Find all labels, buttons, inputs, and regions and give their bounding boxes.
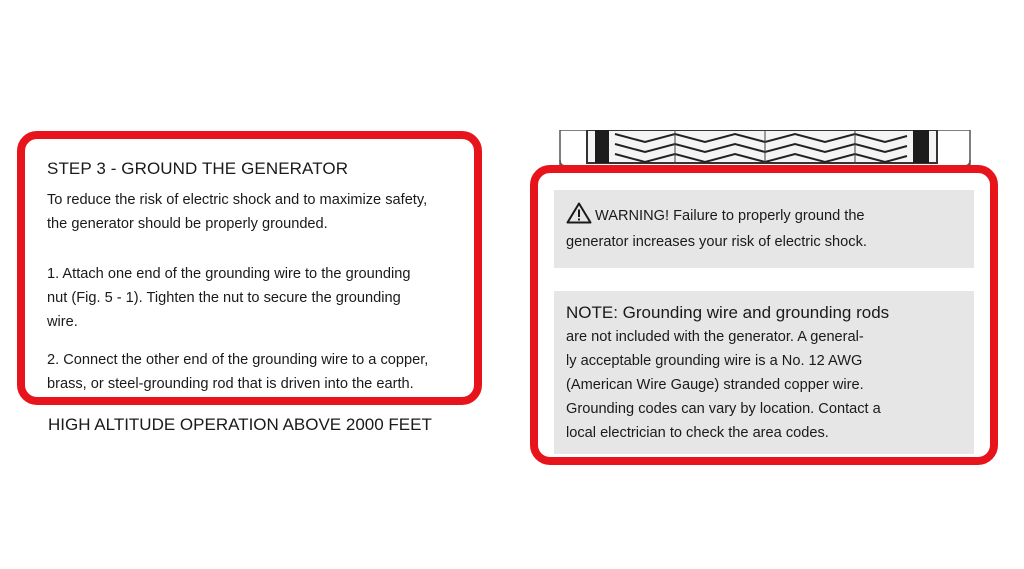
step-title: STEP 3 - GROUND THE GENERATOR bbox=[47, 159, 349, 178]
warning-note-box bbox=[530, 165, 998, 465]
warning-panel bbox=[554, 190, 974, 268]
step1-line-1: 1. Attach one end of the grounding wire to the grounding bbox=[47, 266, 411, 282]
warning-text-1: WARNING! Failure to properly ground the bbox=[595, 208, 865, 224]
note-line-1: are not included with the generator. A general- bbox=[566, 329, 864, 345]
cutoff-paragraph bbox=[48, 442, 478, 451]
grounding-instructions-box bbox=[17, 131, 482, 405]
intro-line-1: To reduce the risk of electric shock and to maximize safety, bbox=[47, 192, 428, 208]
high-altitude-heading: HIGH ALTITUDE OPERATION ABOVE 2000 FEET bbox=[48, 415, 432, 434]
note-line-5: local electrician to check the area codes. bbox=[566, 425, 829, 441]
warning-line-2: generator increases your risk of electric shock. bbox=[566, 234, 867, 250]
note-line-3: (American Wire Gauge) stranded copper wire. bbox=[566, 377, 864, 393]
generator-grille-figure bbox=[555, 130, 975, 170]
note-panel bbox=[554, 291, 974, 454]
step1-line-3: wire. bbox=[47, 314, 78, 330]
step2-line-2: brass, or steel-grounding rod that is driven into the earth. bbox=[47, 376, 414, 392]
note-line-2: ly acceptable grounding wire is a No. 12 AWG bbox=[566, 353, 863, 369]
note-title: NOTE: Grounding wire and grounding rods bbox=[566, 303, 890, 322]
step1-line-2: nut (Fig. 5 - 1). Tighten the nut to secure the grounding bbox=[47, 290, 401, 306]
warning-triangle-icon bbox=[566, 202, 592, 224]
step2-line-1: 2. Connect the other end of the grounding wire to a copper, bbox=[47, 352, 429, 368]
note-line-4: Grounding codes can vary by location. Contact a bbox=[566, 401, 881, 417]
intro-line-2: the generator should be properly grounded. bbox=[47, 216, 328, 232]
warning-line-1 bbox=[566, 202, 974, 229]
